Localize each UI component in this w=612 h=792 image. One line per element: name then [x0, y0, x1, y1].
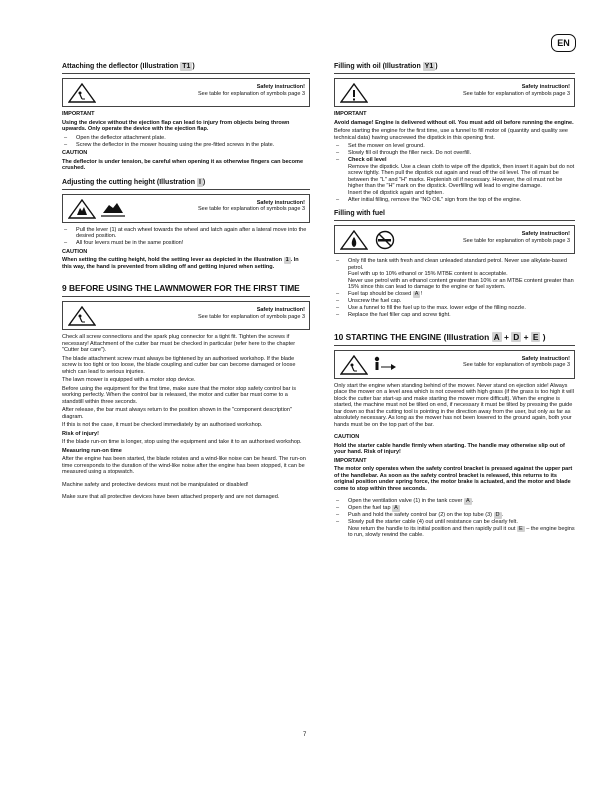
cutting-height-heading: Adjusting the cutting height (Illustration I ) — [62, 178, 206, 186]
heading-rule — [334, 345, 575, 346]
before-use-heading: 9 BEFORE USING THE LAWNMOWER FOR THE FIRST TIME — [62, 283, 300, 293]
cutting-height-steps: – Pull the lever (1) at each wheel towards the wheel and latch again after a lateral move into the desired position. – All four levers must be in the same position! — [62, 227, 310, 247]
heading-rule — [334, 220, 575, 221]
no-smoking-icon — [371, 230, 399, 250]
illustration-ref: A — [394, 505, 398, 511]
illustration-ref: Y1 — [424, 63, 434, 70]
safety-instruction-box: Safety instruction! See table for explanation of symbols page 3 — [334, 350, 575, 379]
safety-instruction-box: Safety instruction! See table for explanation of symbols page 3 — [334, 78, 575, 107]
safety-instruction-box: Safety instruction! See table for explanation of symbols page 3 — [334, 225, 575, 254]
heading-rule — [334, 73, 575, 74]
illustration-ref: A — [493, 331, 500, 342]
heading-rule — [62, 189, 310, 190]
oil-heading: Filling with oil (Illustration Y1 ) — [334, 63, 438, 70]
fuel-steps: – Only fill the tank with fresh and clean unleaded standard petrol. Never use alkylate-based petrol. Fuel with up to 10% ethanol or 15% MTBE content is acceptable. Never use petrol with an ethanol content greater than 10% or an MTBE content greater than 15% since this can lead to damage to the engine or fuel system. – Fuel tap should be closed A ! – Unscrew the fuel cap. – Use a funnel to fill the fuel up to the max. lower edge of the filling nozzle. – Replace the fuel filler cap and screw tight. — [334, 258, 575, 319]
illustration-ref: A — [465, 498, 470, 504]
safety-instruction-box: Safety instruction! See table for explanation of symbols page 3 — [62, 194, 310, 223]
warning-triangle-icon — [340, 355, 368, 375]
hand-injury-warning-icon — [68, 199, 96, 219]
deflector-steps: – Open the deflector attachment plate. – Screw the deflector in the mower housing using the pre-fitted screws in the plate. — [62, 135, 310, 149]
right-column: Filling with oil (Illustration Y1 ) Safety instruction! See table for explanation of symbols page 3 IMPORTANT Avoid damage! Engine is delivered without oil. You must add oil before running the engine. Before starting the engine for the first time, use a funnel to fill motor oil (quantity and quality see technical data) having unscrewed the dipstick in this opening first. – Set the mower on level ground. – Slowly fill oil through the filler neck. Do not overfill. – Check oil level Remove the dipstick. Use a clean cloth to wipe off the dipstick, then insert it again but do not screw tightly. Then pull the dipstick out again and read off the oil level. The oil must be between the "L" and "H" marks. Replenish oil if necessary. However, the oil must not be higher than the "H" mark on the dipstick. Overfilling will lead to engine damage. Insert the oil dipstick again and tighten. – After initial filling, remove the "NO OIL" sign from the top of the engine. Filling with fuel Safety instruction! See table for explanation of symbols page 3 – Only fill the tank with fresh and clean unleaded standard petrol. Never use alkylate-based petrol. Fuel with up to 10% ethanol or 15% MTBE content is acceptable. Never use petrol with an ethanol content greater than 10% or an MTBE content greater than 15% since this can lead to damage to the engine or fuel system. – Fuel tap should be closed A ! – Unscrew the fuel cap. – Use a funnel to fill the fuel up to the max. lower edge of the filling nozzle. – Replace the fuel filler cap and screw tight. 10 STARTING THE ENGINE (Illustration A + D + E ) Safety instruction! See table for explanation of symbols page 3 Only start the engine when standing behind of the mower. Never stand on ejection side! Always place the mower on a level area which is not covered with high grass (if the grass is too high it will block the cutter bar start-up and make starting the mower more difficult). When the engine is started, the machine must not be tilted on end, if necessary it must be tilted by pressing the guide bar down so that the cutting tool is pointing in the direction away from the user, but only as far as absolutely necessary. As long as the mower has not been lowered to the ground again, both your hands must be on the top part of the bar. CAUTION Hold the starter cable handle firmly when starting. The handle may otherwise slip out of your hand. Risk of injury! IMPORTANT The motor only operates when the safety control bracket is pressed against the upper part of the handlebar. As soon as the safety control bracket is released, this returns to its original position under spring force, the motor brake is actuated, and the motor and blade come to stop within three seconds. – Open the ventilation valve (1) in the tank cover A . – Open the fuel tap A – Push and hold the safety control bar (2) on the top tube (3) D . – Slowly pull the starter cable (4) out until resistance can be clearly felt. Now return the handle to its initial position and then rapidly pull it out E – the engine begins to run, slowly rewind the cable. — [334, 62, 575, 541]
illustration-ref: D — [513, 331, 520, 342]
page-number: 7 — [303, 732, 307, 738]
illustration-ref: I — [198, 178, 201, 186]
starting-steps: – Open the ventilation valve (1) in the tank cover A . – Open the fuel tap A – Push and hold the safety control bar (2) on the top tube (3) D . – Slowly pull the starter cable (4) out until resistance can be clearly felt. Now return the handle to its initial position and then rapidly pull it out E – the engine begins to run, slowly rewind the cable. — [334, 498, 575, 539]
illustration-ref: E — [518, 525, 523, 532]
heading-rule — [62, 73, 310, 74]
fuel-heading: Filling with fuel — [334, 210, 385, 217]
left-column: Attaching the deflector (Illustration T1 ) Safety instruction! See table for explanation of symbols page 3 IMPORTANT Using the device without the ejection flap can lead to injury from objects being thrown upwards. Only operate the device with the ejection flap. – Open the deflector attachment plate. – Screw the deflector in the mower housing using the pre-fitted screws in the plate. CAUTION The deflector is under tension, be careful when opening it as otherwise fingers can become crushed. Adjusting the cutting height (Illustration I ) Safety instruction! See table for explanation of symbols page 3 – Pull the lever (1) at each wheel towards the wheel and latch again after a lateral move into the desired position. – All four levers must be in the same position! CAUTION When setting the cutting height, hold the setting lever as depicted in the illustration 1 . In this way, the hand is prevented from sliding off and getting injured when setting. 9 BEFORE USING THE LAWNMOWER FOR THE FIRST TIME Safety instruction! See table for explanation of symbols page 3 Check all screw connections and the spark plug connector for a tight fit. Tighten the screws if necessary! Attachment of the cutter bar must be checked in particular (refer here to the chapter "Cutter bar care"). The blade attachment screw must always be tightened by an authorised workshop. If the blade screw is too tight or too loose, the blade coupling and cutter bar can become damaged or loose which can lead to serious injuries. The lawn mower is equipped with a motor stop device. Before using the equipment for the first time, make sure that the motor stop safety control bar is working perfectly. When the control bar is released, the motor and cutter bar must come to a standstill within three seconds. After release, the bar must always return to the position shown in the "component description" diagram. If this is not the case, it must be checked immediately by an authorised workshop. Risk of injury! If the blade run-on time is longer, stop using the equipment and take it to an authorised workshop. Measuring run-on time After the engine has been started, the blade rotates and a wind-like noise can be heard. The run-on time corresponds to the duration of the wind-like noise after the engine has been stopped, it can be measured using a stopwatch. Machine safety and protective devices must not be manipulated or disabled! Make sure that all protective devices have been attached properly and are not damaged. — [62, 62, 310, 503]
safety-instruction-box: Safety instruction! See table for explanation of symbols page 3 — [62, 78, 310, 107]
illustration-ref: 1 — [285, 257, 289, 263]
illustration-ref: D — [495, 512, 500, 518]
heading-rule — [62, 296, 310, 297]
illustration-ref: T1 — [182, 63, 191, 70]
starting-engine-heading: 10 STARTING THE ENGINE (Illustration A + D + E ) — [334, 331, 546, 342]
oil-steps: – Set the mower on level ground. – Slowly fill oil through the filler neck. Do not overfill. – Check oil level Remove the dipstick. Use a clean cloth to wipe off the dipstick, then insert it again but do not screw tightly. Then pull the dipstick out again and read off the oil level. The oil must be between the "L" and "H" marks. Replenish oil if necessary. However, the oil must not be higher than the "H" mark on the dipstick. Overfilling will lead to engine damage. Insert the oil dipstick again and tighten. – After initial filling, remove the "NO OIL" sign from the top of the engine. — [334, 143, 575, 203]
keep-distance-icon — [371, 355, 399, 375]
language-badge: EN — [551, 34, 576, 52]
hand-warning-icon — [99, 199, 127, 219]
safety-instruction-box: Safety instruction! See table for explanation of symbols page 3 — [62, 301, 310, 330]
deflector-heading: Attaching the deflector (Illustration T1 ) — [62, 63, 195, 70]
fire-warning-icon — [340, 230, 368, 250]
illustration-ref: E — [532, 331, 539, 342]
warning-triangle-icon — [68, 83, 96, 103]
warning-triangle-icon — [68, 306, 96, 326]
warning-triangle-icon — [340, 83, 368, 103]
illustration-ref: A — [414, 291, 419, 297]
